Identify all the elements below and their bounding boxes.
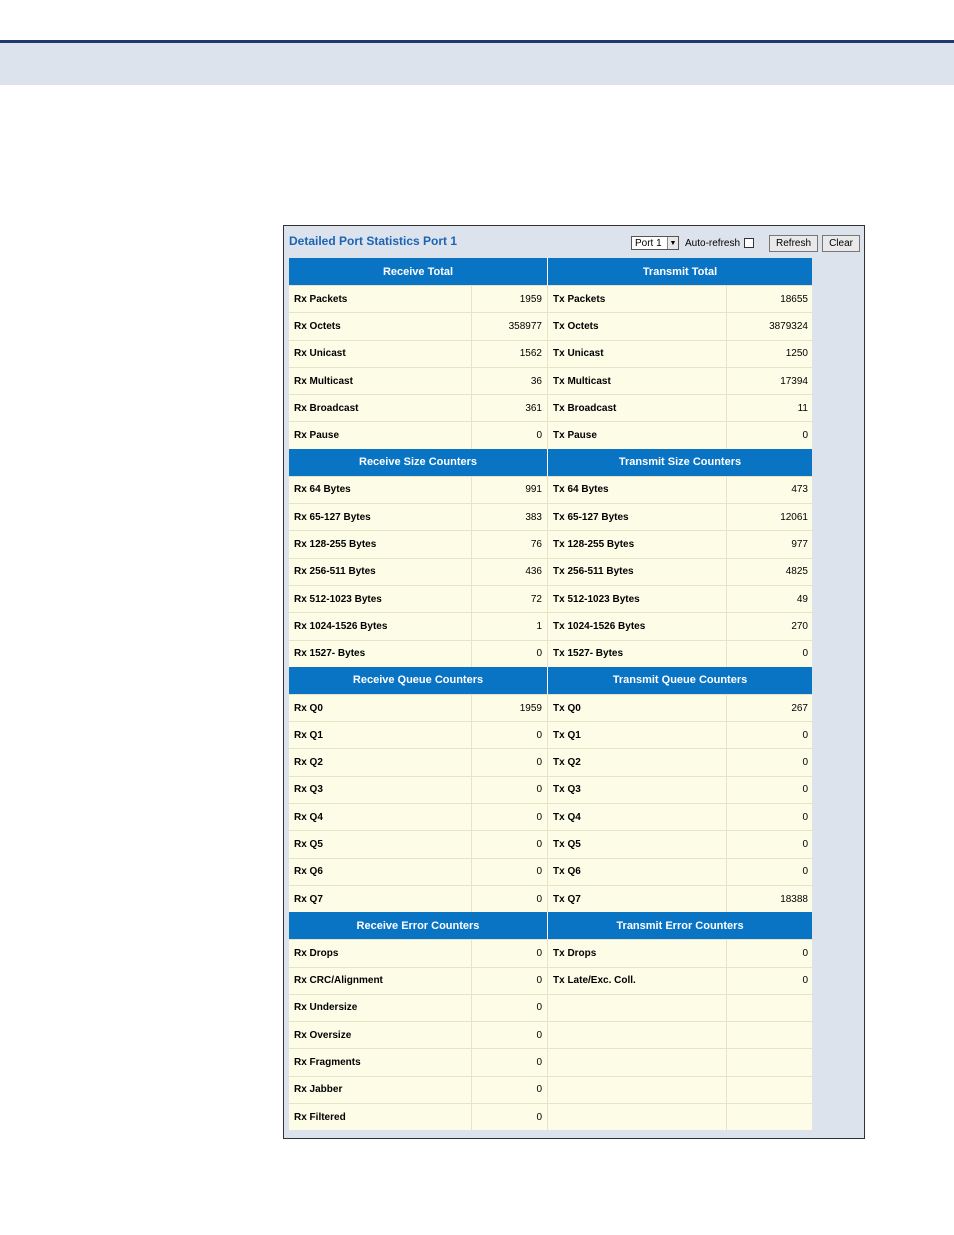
rx-counter-label: Rx Oversize <box>289 1022 472 1048</box>
rx-counter-value: 0 <box>472 804 548 830</box>
table-row <box>289 967 812 994</box>
tx-counter-label: Tx Q4 <box>548 804 727 830</box>
section-header <box>289 449 812 476</box>
rx-counter-label: Rx Q4 <box>289 804 472 830</box>
tx-counter-label: Tx 64 Bytes <box>548 477 727 503</box>
rx-counter-label: Rx Q5 <box>289 831 472 857</box>
table-row <box>289 939 812 966</box>
auto-refresh-checkbox[interactable] <box>744 238 754 248</box>
tx-counter-value: 0 <box>802 866 808 878</box>
tx-counter-value <box>727 1077 812 1103</box>
table-row <box>289 1021 812 1048</box>
table-row <box>289 776 812 803</box>
table-row <box>289 1076 812 1103</box>
table-row <box>289 803 812 830</box>
section-header <box>289 258 812 285</box>
rx-counter-value: 0 <box>472 749 548 775</box>
tx-counter-label: Tx Q6 <box>548 859 727 885</box>
tx-counter-label <box>548 1077 727 1103</box>
tx-counter-value: 18655 <box>780 293 808 305</box>
rx-counter-value: 0 <box>472 831 548 857</box>
rx-counter-label: Rx Fragments <box>289 1049 472 1075</box>
tx-counter-value: 473 <box>791 484 808 496</box>
tx-counter-value: 0 <box>802 757 808 769</box>
table-row <box>289 421 812 448</box>
table-row <box>289 585 812 612</box>
rx-section-title: Receive Error Counters <box>289 912 548 939</box>
rx-counter-value: 0 <box>472 968 548 994</box>
tx-counter-label: Tx Q0 <box>548 695 727 721</box>
rx-counter-value: 0 <box>472 722 548 748</box>
rx-counter-label: Rx 65-127 Bytes <box>289 504 472 530</box>
tx-counter-label: Tx Q7 <box>548 886 727 912</box>
rx-counter-value: 361 <box>472 395 548 421</box>
rx-counter-label: Rx Drops <box>289 940 472 966</box>
rx-counter-value: 0 <box>472 641 548 667</box>
tx-counter-label <box>548 1104 727 1130</box>
tx-counter-label: Tx 65-127 Bytes <box>548 504 727 530</box>
tx-counter-value: 0 <box>802 430 808 442</box>
rx-counter-value: 0 <box>472 940 548 966</box>
statistics-table <box>289 258 812 1130</box>
tx-counter-label <box>548 1049 727 1075</box>
tx-counter-value: 0 <box>802 729 808 741</box>
rx-counter-value: 0 <box>472 995 548 1021</box>
rx-counter-label: Rx Q2 <box>289 749 472 775</box>
tx-counter-label: Tx Q3 <box>548 777 727 803</box>
rx-counter-label: Rx Broadcast <box>289 395 472 421</box>
rx-counter-value: 36 <box>472 368 548 394</box>
toolbar <box>631 234 860 252</box>
table-row <box>289 1048 812 1075</box>
tx-counter-label: Tx Q5 <box>548 831 727 857</box>
table-row <box>289 694 812 721</box>
rx-counter-label: Rx Q1 <box>289 722 472 748</box>
rx-counter-value: 0 <box>472 1022 548 1048</box>
rx-counter-label: Rx 1527- Bytes <box>289 641 472 667</box>
auto-refresh-label: Auto-refresh <box>685 237 741 249</box>
rx-counter-value: 1562 <box>472 341 548 367</box>
rx-counter-label: Rx Octets <box>289 313 472 339</box>
tx-counter-label <box>548 995 727 1021</box>
tx-counter-label: Tx Multicast <box>548 368 727 394</box>
tx-section-title: Transmit Total <box>548 258 812 285</box>
page-header-band <box>0 43 954 85</box>
tx-counter-value: 270 <box>791 620 808 632</box>
table-row <box>289 340 812 367</box>
rx-counter-value: 1959 <box>472 286 548 312</box>
table-row <box>289 394 812 421</box>
page-title: Detailed Port Statistics Port 1 <box>289 234 458 248</box>
table-row <box>289 830 812 857</box>
rx-section-title: Receive Queue Counters <box>289 667 548 694</box>
rx-counter-label: Rx Pause <box>289 422 472 448</box>
tx-counter-label: Tx 512-1023 Bytes <box>548 586 727 612</box>
rx-counter-label: Rx 64 Bytes <box>289 477 472 503</box>
rx-counter-value: 0 <box>472 1077 548 1103</box>
table-row <box>289 858 812 885</box>
rx-counter-label: Rx Q6 <box>289 859 472 885</box>
tx-counter-label: Tx Unicast <box>548 341 727 367</box>
table-row <box>289 312 812 339</box>
tx-counter-label: Tx 1024-1526 Bytes <box>548 613 727 639</box>
table-row <box>289 558 812 585</box>
tx-counter-value <box>727 1022 812 1048</box>
tx-counter-value: 18388 <box>780 893 808 905</box>
tx-section-title: Transmit Size Counters <box>548 449 812 476</box>
table-row <box>289 721 812 748</box>
section-header <box>289 912 812 939</box>
tx-counter-value: 17394 <box>780 375 808 387</box>
rx-counter-value: 0 <box>472 886 548 912</box>
rx-counter-value: 1959 <box>472 695 548 721</box>
tx-counter-value: 0 <box>802 947 808 959</box>
rx-counter-label: Rx 512-1023 Bytes <box>289 586 472 612</box>
rx-section-title: Receive Size Counters <box>289 449 548 476</box>
tx-counter-value: 0 <box>802 811 808 823</box>
rx-counter-value: 0 <box>472 1104 548 1130</box>
port-select-value: Port 1 <box>635 237 662 249</box>
tx-counter-value: 12061 <box>780 511 808 523</box>
rx-counter-label: Rx 256-511 Bytes <box>289 559 472 585</box>
tx-counter-value: 0 <box>802 784 808 796</box>
rx-counter-value: 436 <box>472 559 548 585</box>
tx-counter-value: 267 <box>791 702 808 714</box>
rx-counter-label: Rx Undersize <box>289 995 472 1021</box>
tx-counter-label: Tx Late/Exc. Coll. <box>548 968 727 994</box>
table-row <box>289 994 812 1021</box>
tx-counter-value: 49 <box>796 593 808 605</box>
tx-counter-label: Tx 128-255 Bytes <box>548 531 727 557</box>
table-row <box>289 530 812 557</box>
tx-counter-label <box>548 1022 727 1048</box>
tx-counter-label: Tx Q1 <box>548 722 727 748</box>
clear-button[interactable]: Clear <box>822 235 860 252</box>
tx-counter-value <box>727 995 812 1021</box>
tx-counter-value: 0 <box>802 838 808 850</box>
tx-counter-label: Tx 256-511 Bytes <box>548 559 727 585</box>
rx-counter-label: Rx Packets <box>289 286 472 312</box>
table-row <box>289 503 812 530</box>
rx-counter-value: 991 <box>472 477 548 503</box>
tx-counter-value: 0 <box>802 975 808 987</box>
table-row <box>289 748 812 775</box>
port-statistics-panel <box>283 225 865 1139</box>
section-header <box>289 667 812 694</box>
tx-counter-value: 11 <box>797 402 808 414</box>
tx-counter-label: Tx 1527- Bytes <box>548 641 727 667</box>
tx-counter-value: 0 <box>802 648 808 660</box>
rx-counter-label: Rx Multicast <box>289 368 472 394</box>
tx-counter-value: 3879324 <box>769 320 808 332</box>
tx-counter-label: Tx Packets <box>548 286 727 312</box>
refresh-button[interactable]: Refresh <box>769 235 818 252</box>
tx-counter-label: Tx Drops <box>548 940 727 966</box>
rx-counter-value: 358977 <box>472 313 548 339</box>
table-row <box>289 885 812 912</box>
rx-counter-label: Rx 1024-1526 Bytes <box>289 613 472 639</box>
rx-section-title: Receive Total <box>289 258 548 285</box>
rx-counter-value: 0 <box>472 859 548 885</box>
tx-counter-value: 1250 <box>785 348 808 360</box>
tx-counter-value <box>727 1104 812 1130</box>
table-row <box>289 1103 812 1130</box>
tx-section-title: Transmit Queue Counters <box>548 667 812 694</box>
rx-counter-value: 0 <box>472 777 548 803</box>
tx-counter-label: Tx Octets <box>548 313 727 339</box>
tx-counter-value: 4825 <box>785 566 808 578</box>
table-row <box>289 367 812 394</box>
rx-counter-label: Rx CRC/Alignment <box>289 968 472 994</box>
rx-counter-label: Rx 128-255 Bytes <box>289 531 472 557</box>
rx-counter-value: 76 <box>472 531 548 557</box>
rx-counter-label: Rx Q0 <box>289 695 472 721</box>
rx-counter-value: 0 <box>472 1049 548 1075</box>
table-row <box>289 285 812 312</box>
rx-counter-label: Rx Q3 <box>289 777 472 803</box>
tx-counter-label: Tx Pause <box>548 422 727 448</box>
rx-counter-value: 1 <box>472 613 548 639</box>
chevron-down-icon: ▼ <box>667 237 678 249</box>
rx-counter-label: Rx Unicast <box>289 341 472 367</box>
rx-counter-value: 383 <box>472 504 548 530</box>
table-row <box>289 612 812 639</box>
tx-counter-label: Tx Q2 <box>548 749 727 775</box>
tx-counter-label: Tx Broadcast <box>548 395 727 421</box>
tx-counter-value: 977 <box>791 539 808 551</box>
rx-counter-label: Rx Q7 <box>289 886 472 912</box>
tx-counter-value <box>727 1049 812 1075</box>
rx-counter-value: 0 <box>472 422 548 448</box>
port-select[interactable] <box>631 236 679 250</box>
rx-counter-label: Rx Jabber <box>289 1077 472 1103</box>
rx-counter-value: 72 <box>472 586 548 612</box>
table-row <box>289 476 812 503</box>
table-row <box>289 640 812 667</box>
rx-counter-label: Rx Filtered <box>289 1104 472 1130</box>
tx-section-title: Transmit Error Counters <box>548 912 812 939</box>
